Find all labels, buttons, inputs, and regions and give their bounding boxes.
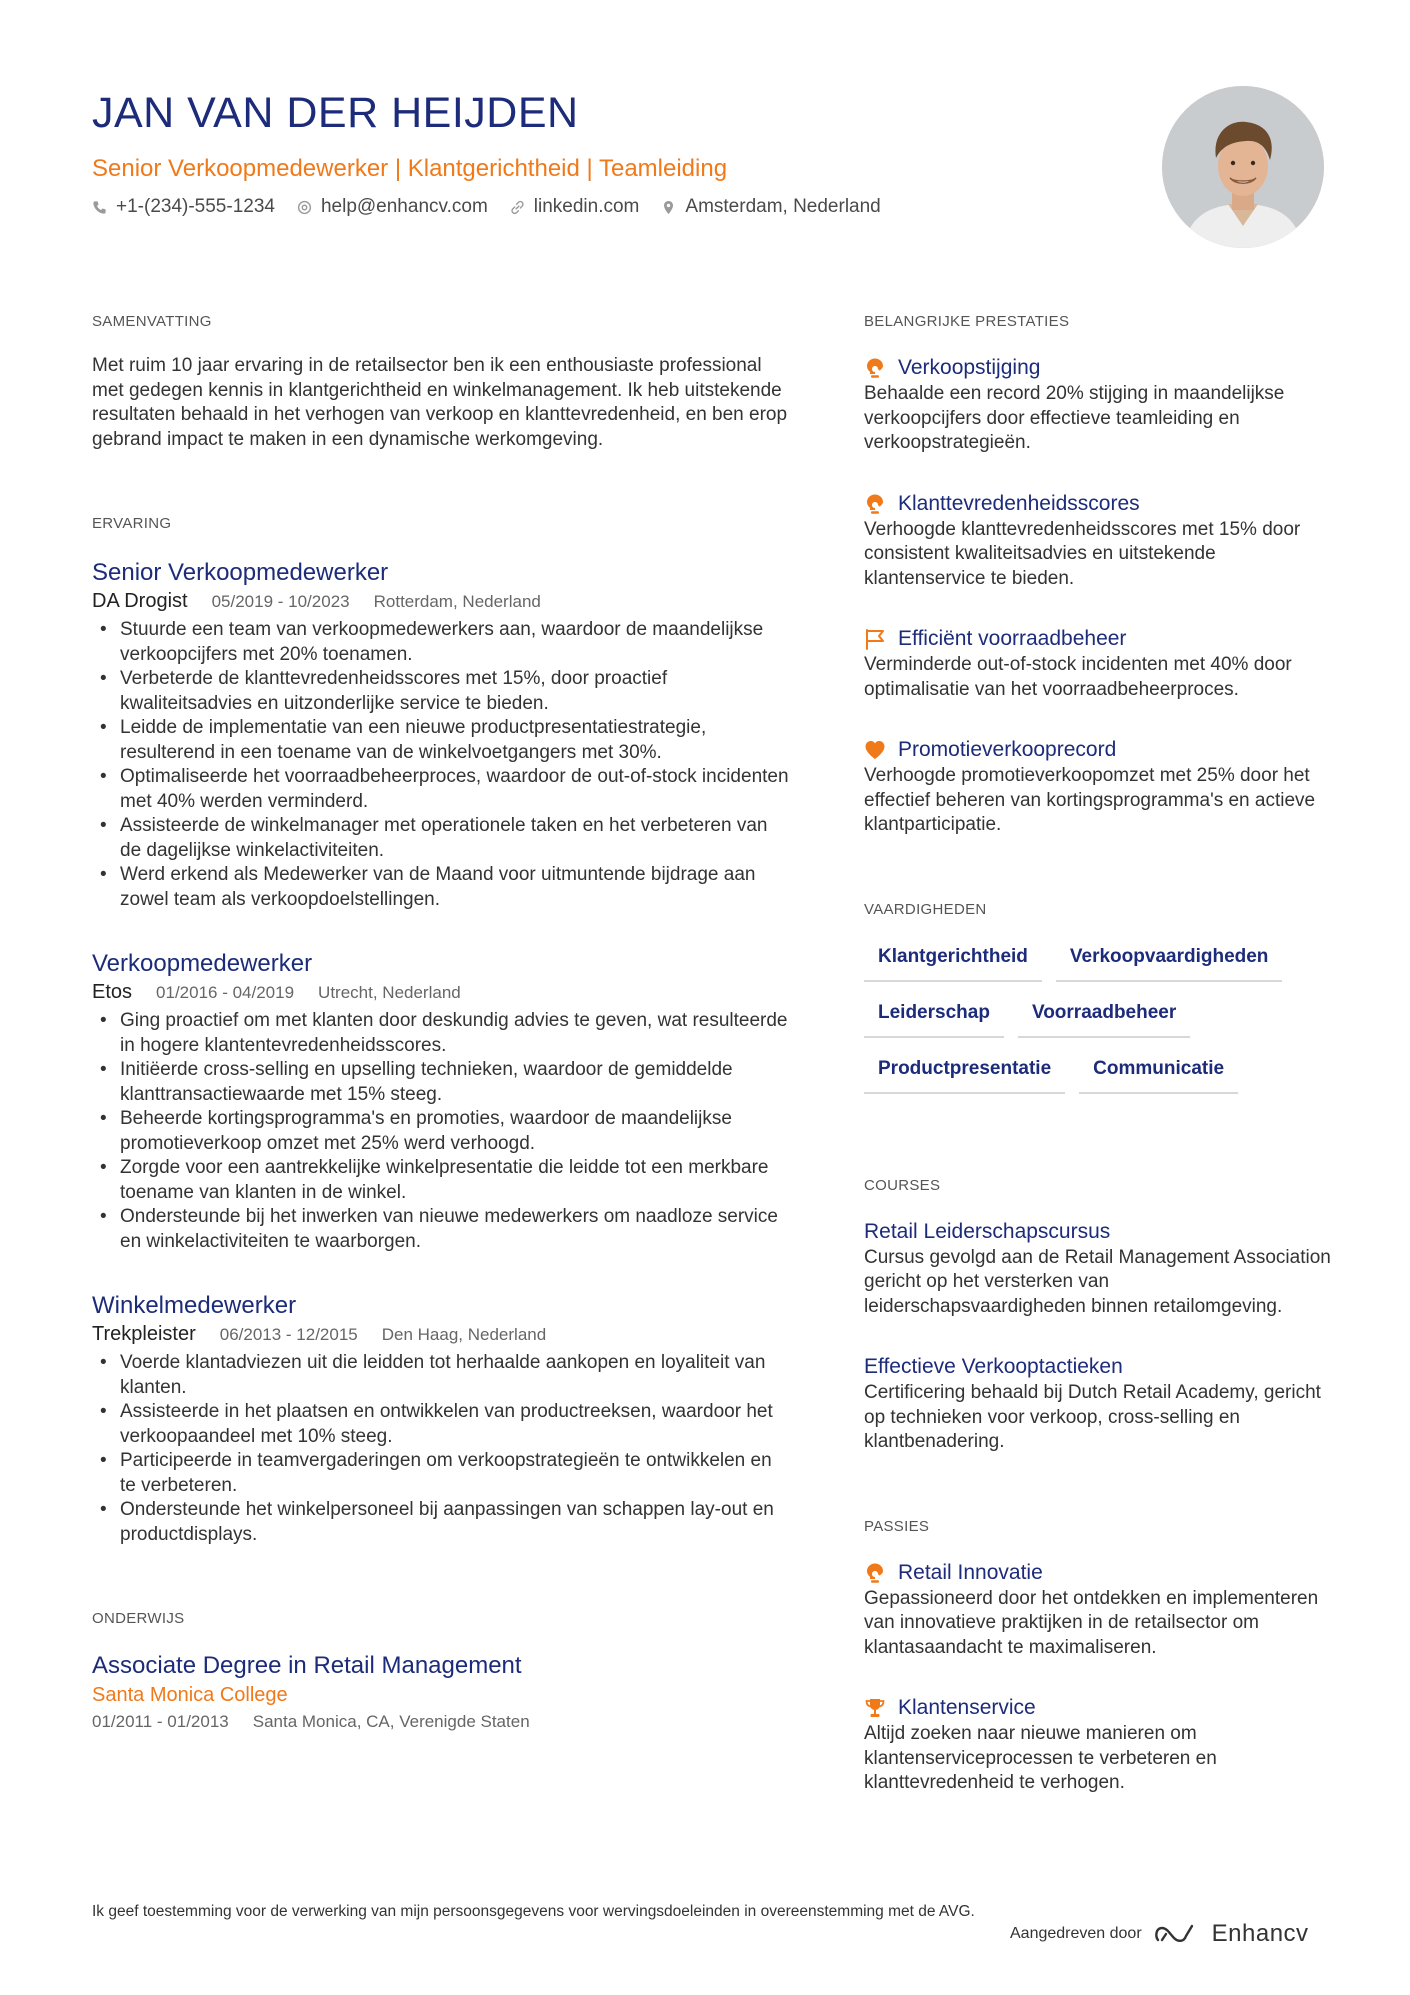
section-title-courses: COURSES <box>864 1176 941 1194</box>
right-column <box>864 312 1334 1796</box>
job-location: Utrecht, Nederland <box>318 983 461 1002</box>
list-item: • Leidde de implementatie van een nieuwe productpresentatiestrategie, resulterend in een toename van de winkelvoetgangers met 30%. <box>120 716 792 765</box>
section-title-skills: VAARDIGHEDEN <box>864 900 987 918</box>
contact-linkedin[interactable] <box>510 194 640 220</box>
job-meta <box>92 588 792 615</box>
skill-tag: Voorraadbeheer <box>1018 1000 1190 1038</box>
section-title-experience: ERVARING <box>92 515 172 532</box>
achievement-title: Promotieverkooprecord <box>898 738 1117 761</box>
section-title-education: ONDERWIJS <box>92 1610 185 1627</box>
linkedin-text: linkedin.com <box>533 196 640 217</box>
job-bullets <box>92 1351 792 1547</box>
skill-tag: Productpresentatie <box>864 1056 1065 1094</box>
resume-header <box>92 86 1142 256</box>
job-entry <box>92 1291 792 1547</box>
achievement-head <box>864 354 1334 382</box>
skill-tag: Klantgerichtheid <box>864 944 1042 982</box>
achievement-title: Klanttevredenheidsscores <box>898 491 1140 515</box>
achievement-item <box>864 625 1334 702</box>
flag-icon <box>864 628 886 650</box>
passion-head <box>864 1694 1334 1722</box>
course-item <box>864 1218 1334 1320</box>
course-title: Effectieve Verkooptactieken <box>864 1355 1123 1378</box>
skill-tag: Leiderschap <box>864 1000 1004 1038</box>
skills-list <box>864 944 1324 1112</box>
course-item <box>864 1353 1334 1455</box>
degree-title: Associate Degree in Retail Management <box>92 1652 522 1679</box>
email-text: help@enhancv.com <box>320 196 488 217</box>
job-meta <box>92 1321 792 1348</box>
phone-icon <box>92 200 107 215</box>
job-entry <box>92 558 792 912</box>
course-text: Certificering behaald bij Dutch Retail Academy, gericht op technieken voor verkoop, cross-selling en klantbenadering. <box>864 1382 1321 1452</box>
lightbulb-icon <box>864 357 886 379</box>
list-item: • Optimaliseerde het voorraadbeheerproces, waardoor de out-of-stock incidenten met 40% werden verminderd. <box>120 765 792 814</box>
contact-phone[interactable] <box>92 194 275 220</box>
contact-row <box>92 194 1142 220</box>
list-item: • Initiëerde cross-selling en upselling technieken, waardoor de gemiddelde klanttransactiewaarde met 15% steeg. <box>120 1058 792 1107</box>
phone-text: +1-(234)-555-1234 <box>116 196 275 217</box>
education-location: Santa Monica, CA, Verenigde Staten <box>252 1712 530 1731</box>
education-meta <box>92 1709 792 1735</box>
powered-by-label: Aangedreven door <box>1010 1925 1142 1942</box>
brand-name: Enhancv <box>1211 1920 1309 1947</box>
job-bullets <box>92 618 792 912</box>
achievement-head <box>864 490 1334 518</box>
list-item: • Verbeterde de klanttevredenheidsscores met 15%, door proactief kwaliteitsadvies en uitzonderlijke service te bieden. <box>120 667 792 716</box>
job-title: Senior Verkoopmedewerker <box>92 559 389 586</box>
enhancv-logo-icon <box>1154 1922 1200 1946</box>
achievement-text: Behaalde een record 20% stijging in maandelijkse verkoopcijfers door effectieve teamleiding en verkoopstrategieën. <box>864 383 1285 453</box>
skill-tag: Communicatie <box>1079 1056 1238 1094</box>
lightbulb-icon <box>864 493 886 515</box>
achievement-item <box>864 354 1334 456</box>
list-item: • Ondersteunde het winkelpersoneel bij aanpassingen van schappen lay-out en productdisplays. <box>120 1498 792 1547</box>
list-item: • Participeerde in teamvergaderingen om verkoopstrategieën te ontwikkelen en te verbeteren. <box>120 1449 792 1498</box>
at-icon <box>297 200 312 215</box>
trophy-icon <box>864 1697 886 1719</box>
job-title: Verkoopmedewerker <box>92 950 313 977</box>
achievement-item <box>864 490 1334 592</box>
achievement-item <box>864 736 1334 838</box>
achievement-title: Efficiënt voorraadbeheer <box>898 627 1127 650</box>
list-item: • Beheerde kortingsprogramma's en promoties, waardoor de maandelijkse promotieverkoop omzet met 25% werd verhoogd. <box>120 1107 792 1156</box>
achievement-head <box>864 736 1334 764</box>
list-item: • Stuurde een team van verkoopmedewerkers aan, waardoor de maandelijkse verkoopcijfers met 20% toenamen. <box>120 618 792 667</box>
job-company: DA Drogist <box>92 590 188 612</box>
passion-text: Gepassioneerd door het ontdekken en implementeren van innovatieve praktijken in de retailsector om klantasaandacht te maximaliseren. <box>864 1587 1319 1658</box>
footer <box>92 1902 1342 1947</box>
job-entry <box>92 949 792 1254</box>
achievement-text: Verminderde out-of-stock incidenten met 40% door optimalisatie van het voorraadbeheerproces. <box>864 654 1292 700</box>
list-item: • Werd erkend als Medewerker van de Maand voor uitmuntende bijdrage aan zowel team als verkoopdoelstellingen. <box>120 863 792 912</box>
list-item: • Ondersteunde bij het inwerken van nieuwe medewerkers om naadloze service en winkelactiviteiten te waarborgen. <box>120 1205 792 1254</box>
profile-photo <box>1162 86 1324 248</box>
job-location: Rotterdam, Nederland <box>373 592 541 611</box>
job-dates: 05/2019 - 10/2023 <box>211 592 350 611</box>
achievement-head <box>864 625 1334 653</box>
job-dates: 06/2013 - 12/2015 <box>219 1325 358 1344</box>
achievement-text: Verhoogde klanttevredenheidsscores met 15% door consistent kwaliteitsadvies en uitstekende klantenservice te bieden. <box>864 518 1301 589</box>
powered-by[interactable] <box>1010 1920 1309 1948</box>
section-title-summary: SAMENVATTING <box>92 313 212 330</box>
section-title-achievements: BELANGRIJKE PRESTATIES <box>864 313 1070 330</box>
candidate-name: JAN VAN DER HEIJDEN <box>92 89 579 137</box>
passion-text: Altijd zoeken naar nieuwe manieren om klantenserviceprocessen te verbeteren en klanttevredenheid te verhogen. <box>864 1723 1217 1793</box>
section-title-passions: PASSIES <box>864 1517 930 1535</box>
passion-title: Klantenservice <box>898 1696 1036 1719</box>
skill-tag: Verkoopvaardigheden <box>1056 944 1283 982</box>
list-item: • Voerde klantadviezen uit die leidden tot herhaalde aankopen en loyaliteit van klanten. <box>120 1351 792 1400</box>
job-title: Winkelmedewerker <box>92 1292 297 1319</box>
link-icon <box>510 200 525 215</box>
list-item: • Assisteerde de winkelmanager met operationele taken en het verbeteren van de dagelijkse winkelactiviteiten. <box>120 814 792 863</box>
list-item: • Assisteerde in het plaatsen en ontwikkelen van productreeksen, waardoor het verkoopaandeel met 10% steeg. <box>120 1400 792 1449</box>
job-bullets <box>92 1009 792 1254</box>
contact-email[interactable] <box>297 194 488 220</box>
location-pin-icon <box>661 200 676 215</box>
course-title: Retail Leiderschapscursus <box>864 1219 1111 1243</box>
location-text: Amsterdam, Nederland <box>685 196 881 217</box>
education-entry <box>92 1651 792 1735</box>
job-dates: 01/2016 - 04/2019 <box>156 983 295 1002</box>
passion-head <box>864 1559 1334 1587</box>
summary-text: Met ruim 10 jaar ervaring in de retailsector ben ik een enthousiaste professional met gedegen kennis in klantgerichtheid en winkelmanagement. Ik heb uitstekende resultaten behaald in het verhogen van verkoop en klanttevredenheid, en ben erop gebrand impact te maken in een dynamische werkomgeving. <box>92 355 788 450</box>
job-meta <box>92 979 792 1006</box>
passion-title: Retail Innovatie <box>898 1560 1043 1584</box>
lightbulb-icon <box>864 1562 886 1584</box>
achievement-title: Verkoopstijging <box>898 356 1041 379</box>
school-name: Santa Monica College <box>92 1684 288 1706</box>
achievement-text: Verhoogde promotieverkoopomzet met 25% door het effectief beheren van kortingsprogramma's en actieve klantparticipatie. <box>864 765 1316 835</box>
education-dates: 01/2011 - 01/2013 <box>92 1712 229 1731</box>
heart-icon <box>864 739 886 761</box>
consent-text: Ik geef toestemming voor de verwerking van mijn persoonsgegevens voor wervingsdoeleinden in overeenstemming met de AVG. <box>92 1903 975 1920</box>
job-company: Trekpleister <box>92 1323 196 1345</box>
passion-item <box>864 1694 1334 1796</box>
passion-item <box>864 1559 1334 1661</box>
job-company: Etos <box>92 981 133 1003</box>
job-location: Den Haag, Nederland <box>381 1325 547 1344</box>
list-item: • Zorgde voor een aantrekkelijke winkelpresentatie die leidde tot een merkbare toename van klanten in de winkel. <box>120 1156 792 1205</box>
headline: Senior Verkoopmedewerker | Klantgerichtheid | Teamleiding <box>92 155 728 182</box>
left-column <box>92 312 792 1735</box>
course-text: Cursus gevolgd aan de Retail Management Association gericht op het versterken van leiderschapsvaardigheden binnen retailomgeving. <box>864 1246 1331 1317</box>
contact-location <box>661 194 880 220</box>
list-item: • Ging proactief om met klanten door deskundig advies te geven, wat resulteerde in hogere klantentevredenheidsscores. <box>120 1009 792 1058</box>
